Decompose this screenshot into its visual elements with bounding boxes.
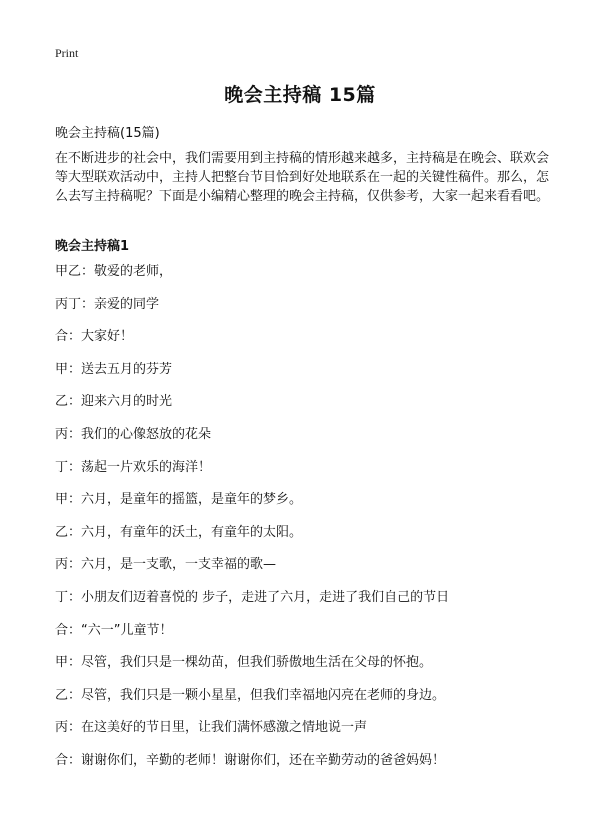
script-line: 乙：迎来六月的时光: [55, 394, 173, 410]
script-line: 甲：六月，是童年的摇篮，是童年的梦乡。: [55, 492, 303, 508]
script-line: 甲：送去五月的芬芳: [55, 361, 173, 377]
script-line: 丙丁：亲爱的同学: [55, 296, 160, 312]
script-line: 丙：六月，是一支歌，一支幸福的歌—: [55, 557, 277, 573]
script-line: 乙：尽管，我们只是一颗小星星，但我们幸福地闪亮在老师的身边。: [55, 687, 446, 703]
script-line: 丁：小朋友们迈着喜悦的 步子，走进了六月，走进了我们自己的节日: [55, 589, 450, 605]
subtitle: 晚会主持稿(15篇): [55, 126, 160, 141]
script-line: 乙：六月，有童年的沃土，有童年的太阳。: [55, 524, 303, 540]
section-heading: 晚会主持稿1: [55, 239, 130, 254]
script-line: 合：谢谢你们，辛勤的老师！谢谢你们，还在辛勤劳动的爸爸妈妈！: [55, 752, 446, 768]
script-line: 丙：我们的心像怒放的花朵: [55, 426, 212, 442]
script-line: 甲：尽管，我们只是一棵幼苗，但我们骄傲地生活在父母的怀抱。: [55, 655, 433, 671]
intro-paragraph: 在不断进步的社会中，我们需要用到主持稿的情形越来越多，主持稿是在晚会、联欢会等大型联欢活动中，主持人把整台节目恰到好处地联系在一起的关键性稿件。那么，怎么去写主持稿呢？下面是小编精心整理的晚会主持稿，仅供参考，大家一起来看看吧。: [55, 151, 550, 204]
print-link[interactable]: Print: [55, 46, 79, 60]
script-line: 合：“六一”儿童节！: [55, 622, 173, 638]
script-line: 合：大家好！: [55, 329, 134, 345]
script-line: 甲乙：敬爱的老师，: [55, 264, 173, 279]
script-lines: [55, 262, 449, 784]
script-line: 丙：在这美好的节日里，让我们满怀感激之情地说一声: [55, 720, 368, 736]
script-line: 丁：荡起一片欢乐的海洋！: [55, 459, 212, 475]
page-title: 晚会主持稿 15篇: [224, 84, 376, 106]
